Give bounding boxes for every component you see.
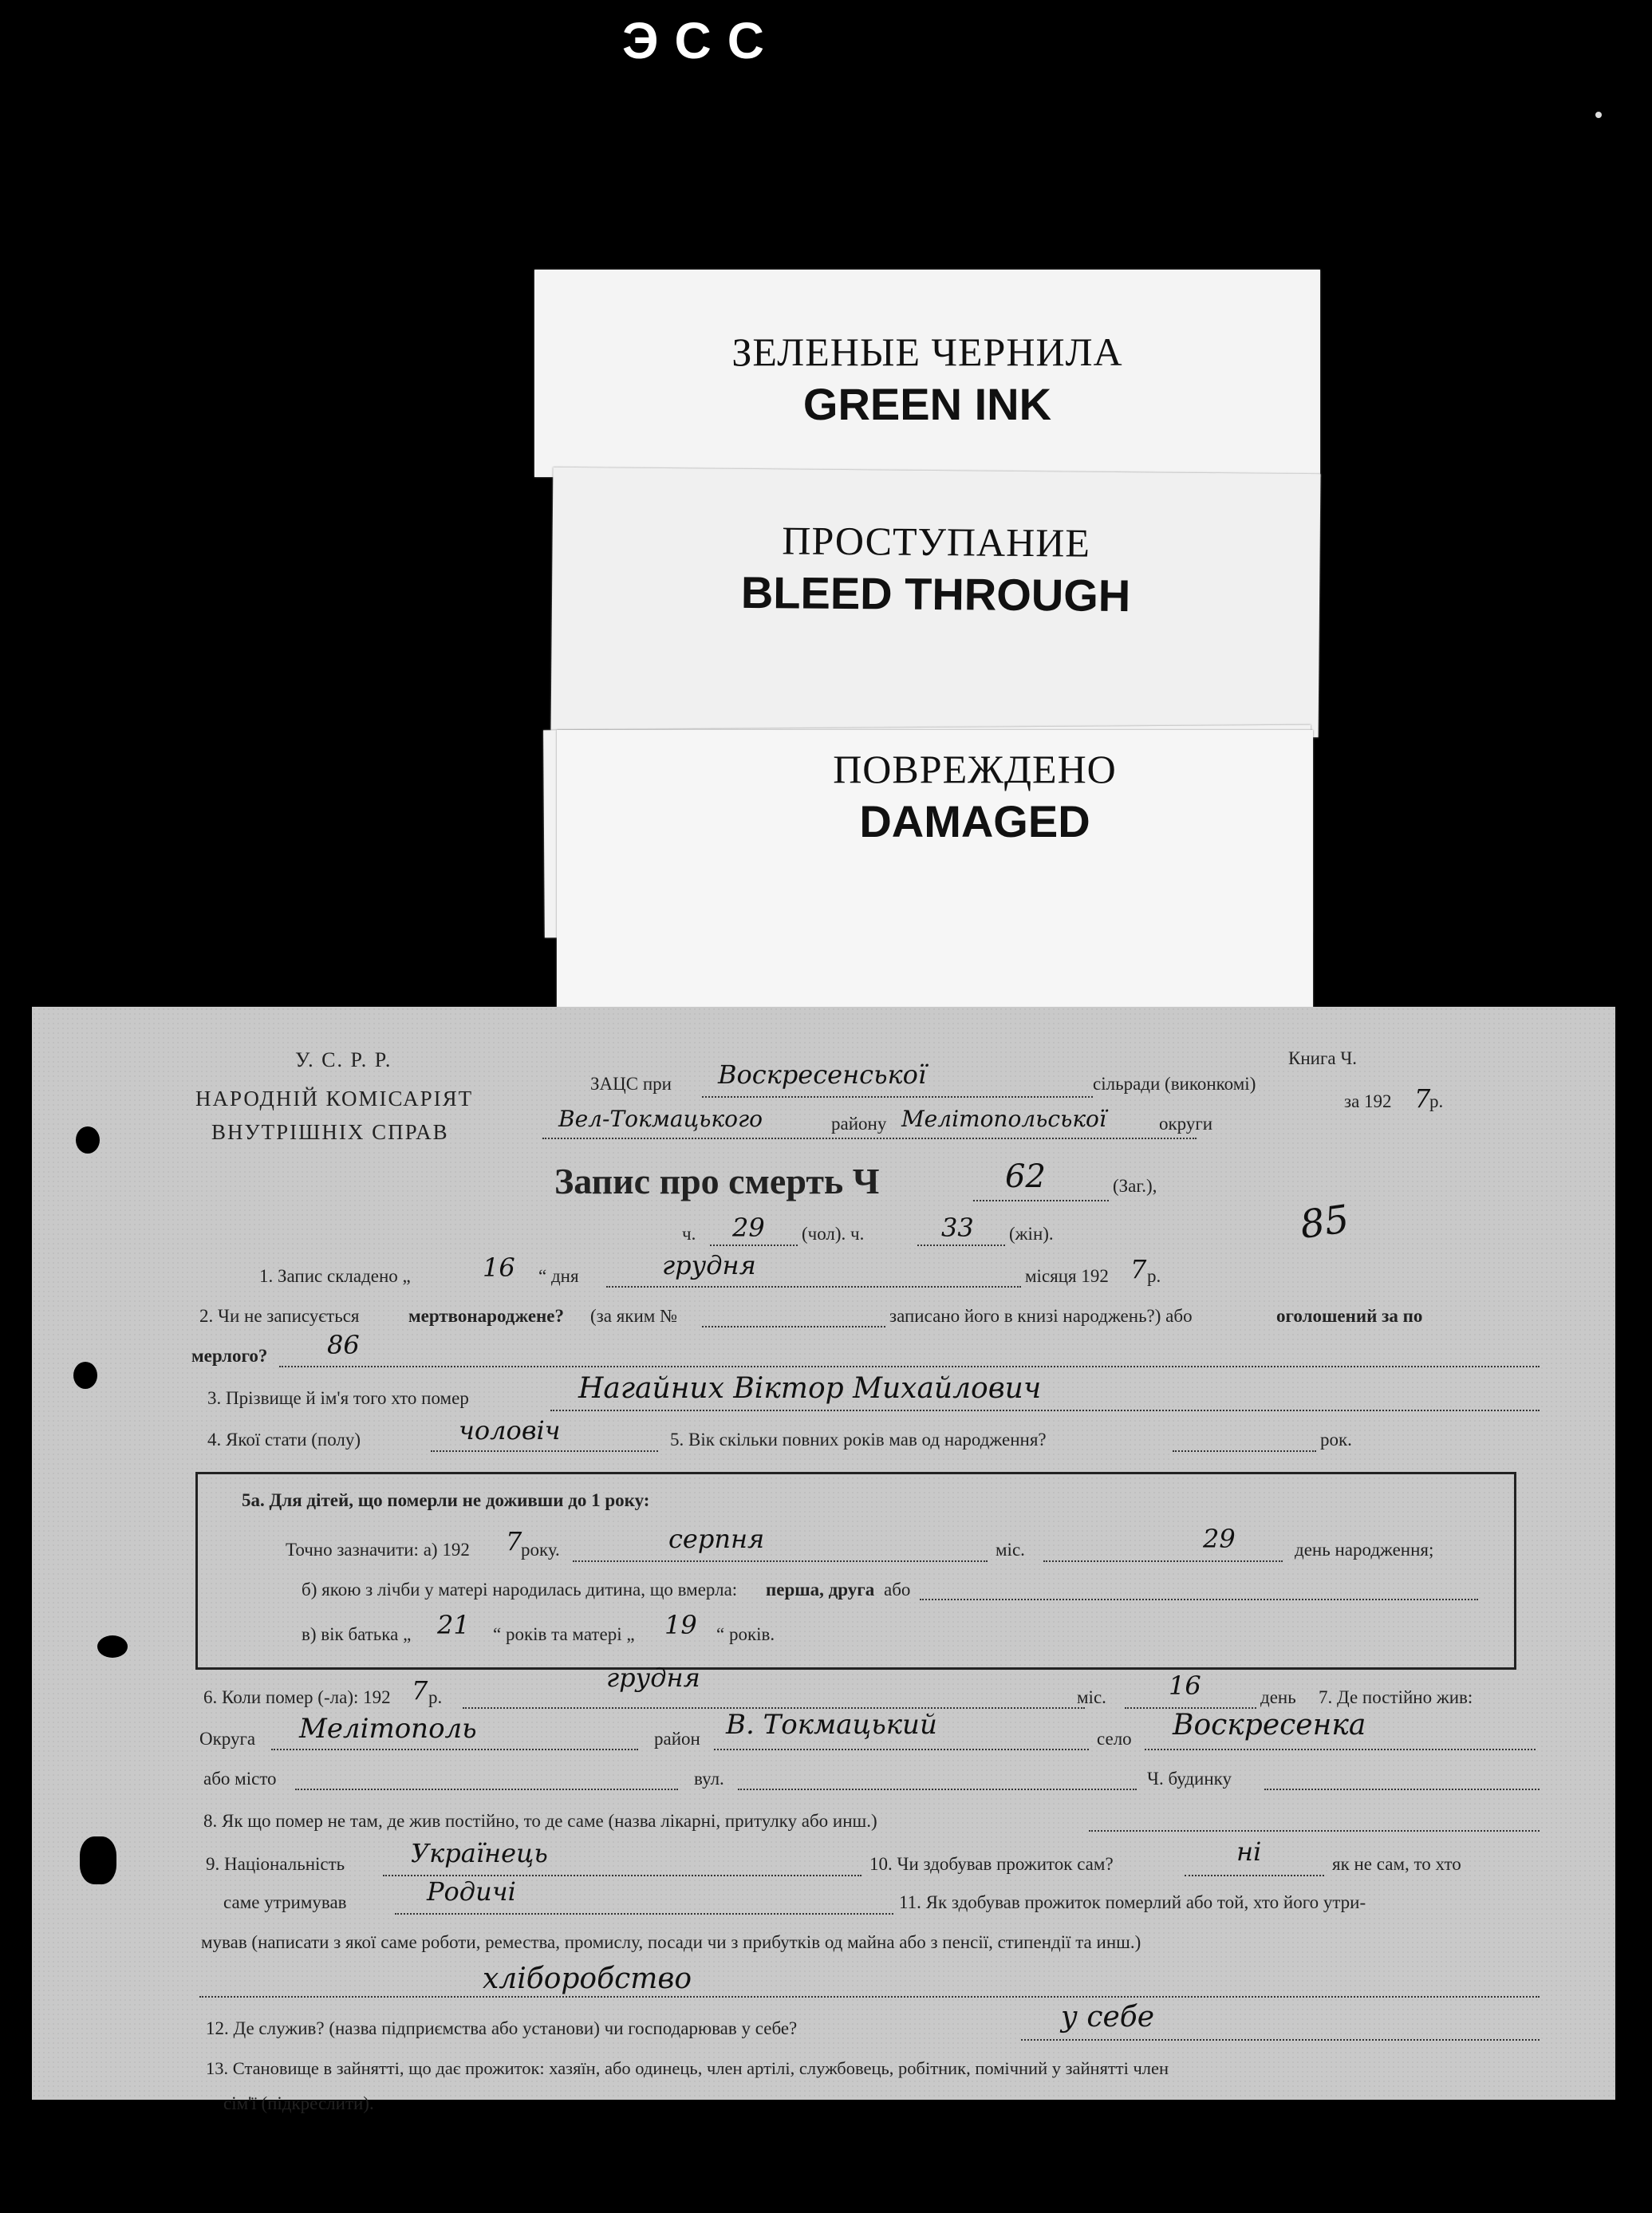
stillborn-bold: мертвонароджене?: [408, 1306, 564, 1326]
okruga-handwriting: Мелітополь: [299, 1713, 477, 1745]
dotted-line: [973, 1200, 1109, 1201]
dotted-line: [542, 1138, 1197, 1139]
place-of-death-label: 8. Як що помер не там, де жив постійно, то де саме (назва лікарні, притулку або инш.): [203, 1811, 877, 1831]
infant-day-handwriting: 29: [1203, 1524, 1236, 1554]
year-suffix: р.: [1429, 1091, 1444, 1111]
dotted-line: [920, 1599, 1478, 1600]
card-en-label: GREEN INK: [802, 379, 1052, 429]
header-internal-affairs: ВНУТРІШНІХ СПРАВ: [211, 1120, 449, 1144]
green-ink-card: [534, 270, 1320, 477]
card-ru-label: ПРОСТУПАНИЕ: [782, 518, 1091, 566]
dotted-line: [738, 1789, 1137, 1790]
okrug-label: округи: [1159, 1114, 1213, 1134]
zags-suffix: сільради (виконкомі): [1093, 1074, 1256, 1094]
record-day-handwriting: 16: [483, 1252, 515, 1283]
raion-handwriting: Вел-Токмацького: [558, 1106, 763, 1132]
record-month-suffix: місяця 192: [1025, 1266, 1109, 1286]
selo-label: село: [1097, 1729, 1132, 1749]
occupation-status-note: сім'ї (підкреслити).: [223, 2093, 374, 2113]
mother-age-label: “ років та матері „: [493, 1624, 635, 1644]
book-label: Книга Ч.: [1288, 1048, 1358, 1068]
dotted-line: [573, 1560, 988, 1562]
age-label: 5. Вік скільки повних років мав од народження?: [670, 1430, 1047, 1450]
zags-prefix: ЗАЦС при: [590, 1074, 672, 1094]
stillborn-number-label: (за яким №: [590, 1306, 678, 1326]
female-count-handwriting: 33: [941, 1213, 974, 1243]
punch-hole: [76, 1126, 100, 1154]
title-number-handwriting: 62: [1005, 1158, 1046, 1195]
death-day-handwriting: 16: [1169, 1671, 1201, 1701]
record-date-label: 1. Запис складено „: [259, 1266, 411, 1286]
deceased-name-handwriting: Нагайних Віктор Михайлович: [578, 1372, 1042, 1405]
death-month-suffix: міс.: [1077, 1687, 1106, 1707]
supported-by-handwriting: Родичі: [427, 1876, 516, 1907]
dotted-line: [1089, 1830, 1540, 1832]
death-year-handwriting: 7: [412, 1675, 428, 1706]
parents-age-suffix: “ років.: [716, 1624, 775, 1644]
dotted-line: [714, 1749, 1089, 1750]
infant-order-options: перша, друга: [766, 1580, 875, 1600]
stillborn-book-label: записано його в книзі народжень?) або: [889, 1306, 1193, 1326]
deceased-name-label: 3. Прізвище й ім'я того хто помер: [207, 1388, 469, 1408]
sex-label: 4. Якої стати (полу): [207, 1430, 361, 1450]
death-record-form: [32, 1007, 1615, 2113]
title-suffix: (Заг.),: [1113, 1176, 1157, 1196]
dotted-line: [1264, 1789, 1540, 1790]
record-day-suffix: “ дня: [538, 1266, 579, 1286]
male-count-prefix: ч.: [682, 1224, 696, 1244]
card-ru-label: ЗЕЛЕНЫЕ ЧЕРНИЛА: [731, 329, 1123, 374]
residence-label: 7. Де постійно жив:: [1319, 1687, 1473, 1707]
declared-dead-bold: оголошений за по: [1276, 1306, 1423, 1326]
stillborn-handwriting: 86: [327, 1330, 360, 1360]
sex-handwriting: чоловіч: [459, 1415, 561, 1446]
raion2-handwriting: В. Токмацький: [726, 1709, 937, 1741]
occupation-status-label: 13. Становище в зайнятті, що дає прожиток: хазяїн, або одинець, член артілі, службовець, робітник, помічний у зайнятті член: [206, 2058, 1169, 2078]
raion-label: району: [831, 1114, 887, 1134]
year-prefix: за 192: [1344, 1091, 1392, 1111]
dotted-line: [606, 1286, 1021, 1288]
card-ru-label: ПОВРЕЖДЕНО: [833, 747, 1117, 791]
livelihood-detail-label: мував (написати з якої саме роботи, ремества, промислу, посади чи з прибутків од майна або з пенсії, стипендії та инш.): [201, 1932, 1141, 1952]
supported-by-label: саме утримував: [223, 1892, 347, 1912]
male-label: (чол). ч.: [802, 1224, 865, 1244]
dotted-line: [279, 1366, 1540, 1367]
infant-birth-label: Точно зазначити: а) 192: [286, 1540, 470, 1560]
card-en-label: BLEED THROUGH: [740, 566, 1131, 621]
dotted-line: [1043, 1560, 1283, 1562]
death-day-suffix: день: [1260, 1687, 1296, 1707]
record-year-suffix: р.: [1147, 1266, 1161, 1286]
punch-hole: [97, 1635, 128, 1658]
zags-handwriting: Воскресенської: [718, 1059, 927, 1090]
record-year-handwriting: 7: [1130, 1254, 1147, 1284]
self-support-handwriting: ні: [1236, 1836, 1262, 1867]
infant-month-suffix: міс.: [996, 1540, 1025, 1560]
dotted-line: [1145, 1749, 1536, 1750]
city-label: або місто: [203, 1769, 277, 1789]
house-label: Ч. будинку: [1147, 1769, 1232, 1789]
infant-year-handwriting: 7: [506, 1526, 522, 1556]
dotted-line: [550, 1410, 1540, 1411]
employment-handwriting: у себе: [1061, 2001, 1155, 2034]
record-month-handwriting: грудня: [662, 1250, 756, 1280]
employment-label: 12. Де служив? (назва підприємства або установи) чи господарював у себе?: [206, 2018, 798, 2038]
selo-handwriting: Воскресенка: [1173, 1709, 1366, 1742]
header-commissariat: НАРОДНІЙ КОМІСАРІЯТ: [195, 1087, 474, 1110]
infant-section-title: 5а. Для дітей, що померли не доживши до 1 року:: [242, 1490, 650, 1510]
dotted-line: [199, 1996, 1540, 1998]
dotted-line: [1021, 2039, 1540, 2041]
dotted-line: [431, 1450, 658, 1452]
infant-year-suffix: року.: [521, 1540, 560, 1560]
age-suffix: рок.: [1320, 1430, 1352, 1450]
infant-month-handwriting: серпня: [668, 1524, 765, 1554]
parents-age-label: в) вік батька „: [302, 1624, 412, 1644]
okruga-label: Округа: [199, 1729, 256, 1749]
form-title: Запис про смерть Ч: [554, 1161, 880, 1201]
dotted-line: [295, 1789, 678, 1790]
death-date-label: 6. Коли помер (-ла): 192: [203, 1687, 391, 1707]
father-age-handwriting: 21: [437, 1610, 470, 1640]
damage-hole: [80, 1836, 116, 1884]
female-label: (жін).: [1009, 1224, 1054, 1244]
film-reel-mark: ЭСС: [622, 12, 780, 69]
year-handwriting: 7: [1414, 1083, 1431, 1114]
dotted-line: [710, 1245, 798, 1246]
infant-order-or: або: [884, 1580, 911, 1600]
deceased-bold: мерлого?: [191, 1346, 268, 1366]
dotted-line: [1185, 1875, 1324, 1876]
dotted-line: [702, 1326, 885, 1327]
nationality-label: 9. Національність: [206, 1854, 345, 1874]
dotted-line: [271, 1749, 638, 1750]
male-count-handwriting: 29: [732, 1213, 765, 1243]
dotted-line: [395, 1913, 893, 1915]
okrug-handwriting: Мелітопольської: [901, 1106, 1106, 1132]
infant-order-label: б) якою з лічби у матері народилась дитина, що вмерла:: [302, 1580, 738, 1600]
margin-number-handwriting: 85: [1297, 1197, 1352, 1248]
header-ussr: У. С. Р. Р.: [295, 1048, 392, 1071]
street-label: вул.: [694, 1769, 724, 1789]
death-month-handwriting: грудня: [606, 1663, 700, 1693]
death-year-suffix: р.: [428, 1687, 443, 1707]
raion2-label: район: [654, 1729, 700, 1749]
infant-day-suffix: день народження;: [1295, 1540, 1434, 1560]
film-speck: [1595, 112, 1602, 118]
damaged-card: [557, 730, 1313, 1017]
dotted-line: [702, 1096, 1093, 1098]
livelihood-handwriting: хліборобство: [483, 1963, 692, 1995]
punch-hole: [73, 1362, 97, 1389]
infant-section-box: [195, 1472, 1516, 1670]
nationality-handwriting: Українець: [411, 1838, 548, 1868]
livelihood-label: 11. Як здобував прожиток померлий або той, хто його утри-: [899, 1892, 1366, 1912]
stillborn-label: 2. Чи не записується: [199, 1306, 360, 1326]
bleed-through-card: [551, 467, 1321, 737]
self-support-label: 10. Чи здобував прожиток сам?: [869, 1854, 1114, 1874]
card-en-label: DAMAGED: [859, 796, 1090, 846]
dotted-line: [1173, 1450, 1316, 1452]
mother-age-handwriting: 19: [664, 1610, 697, 1640]
self-support-suffix: як не сам, то хто: [1332, 1854, 1461, 1874]
dotted-line: [917, 1245, 1005, 1246]
